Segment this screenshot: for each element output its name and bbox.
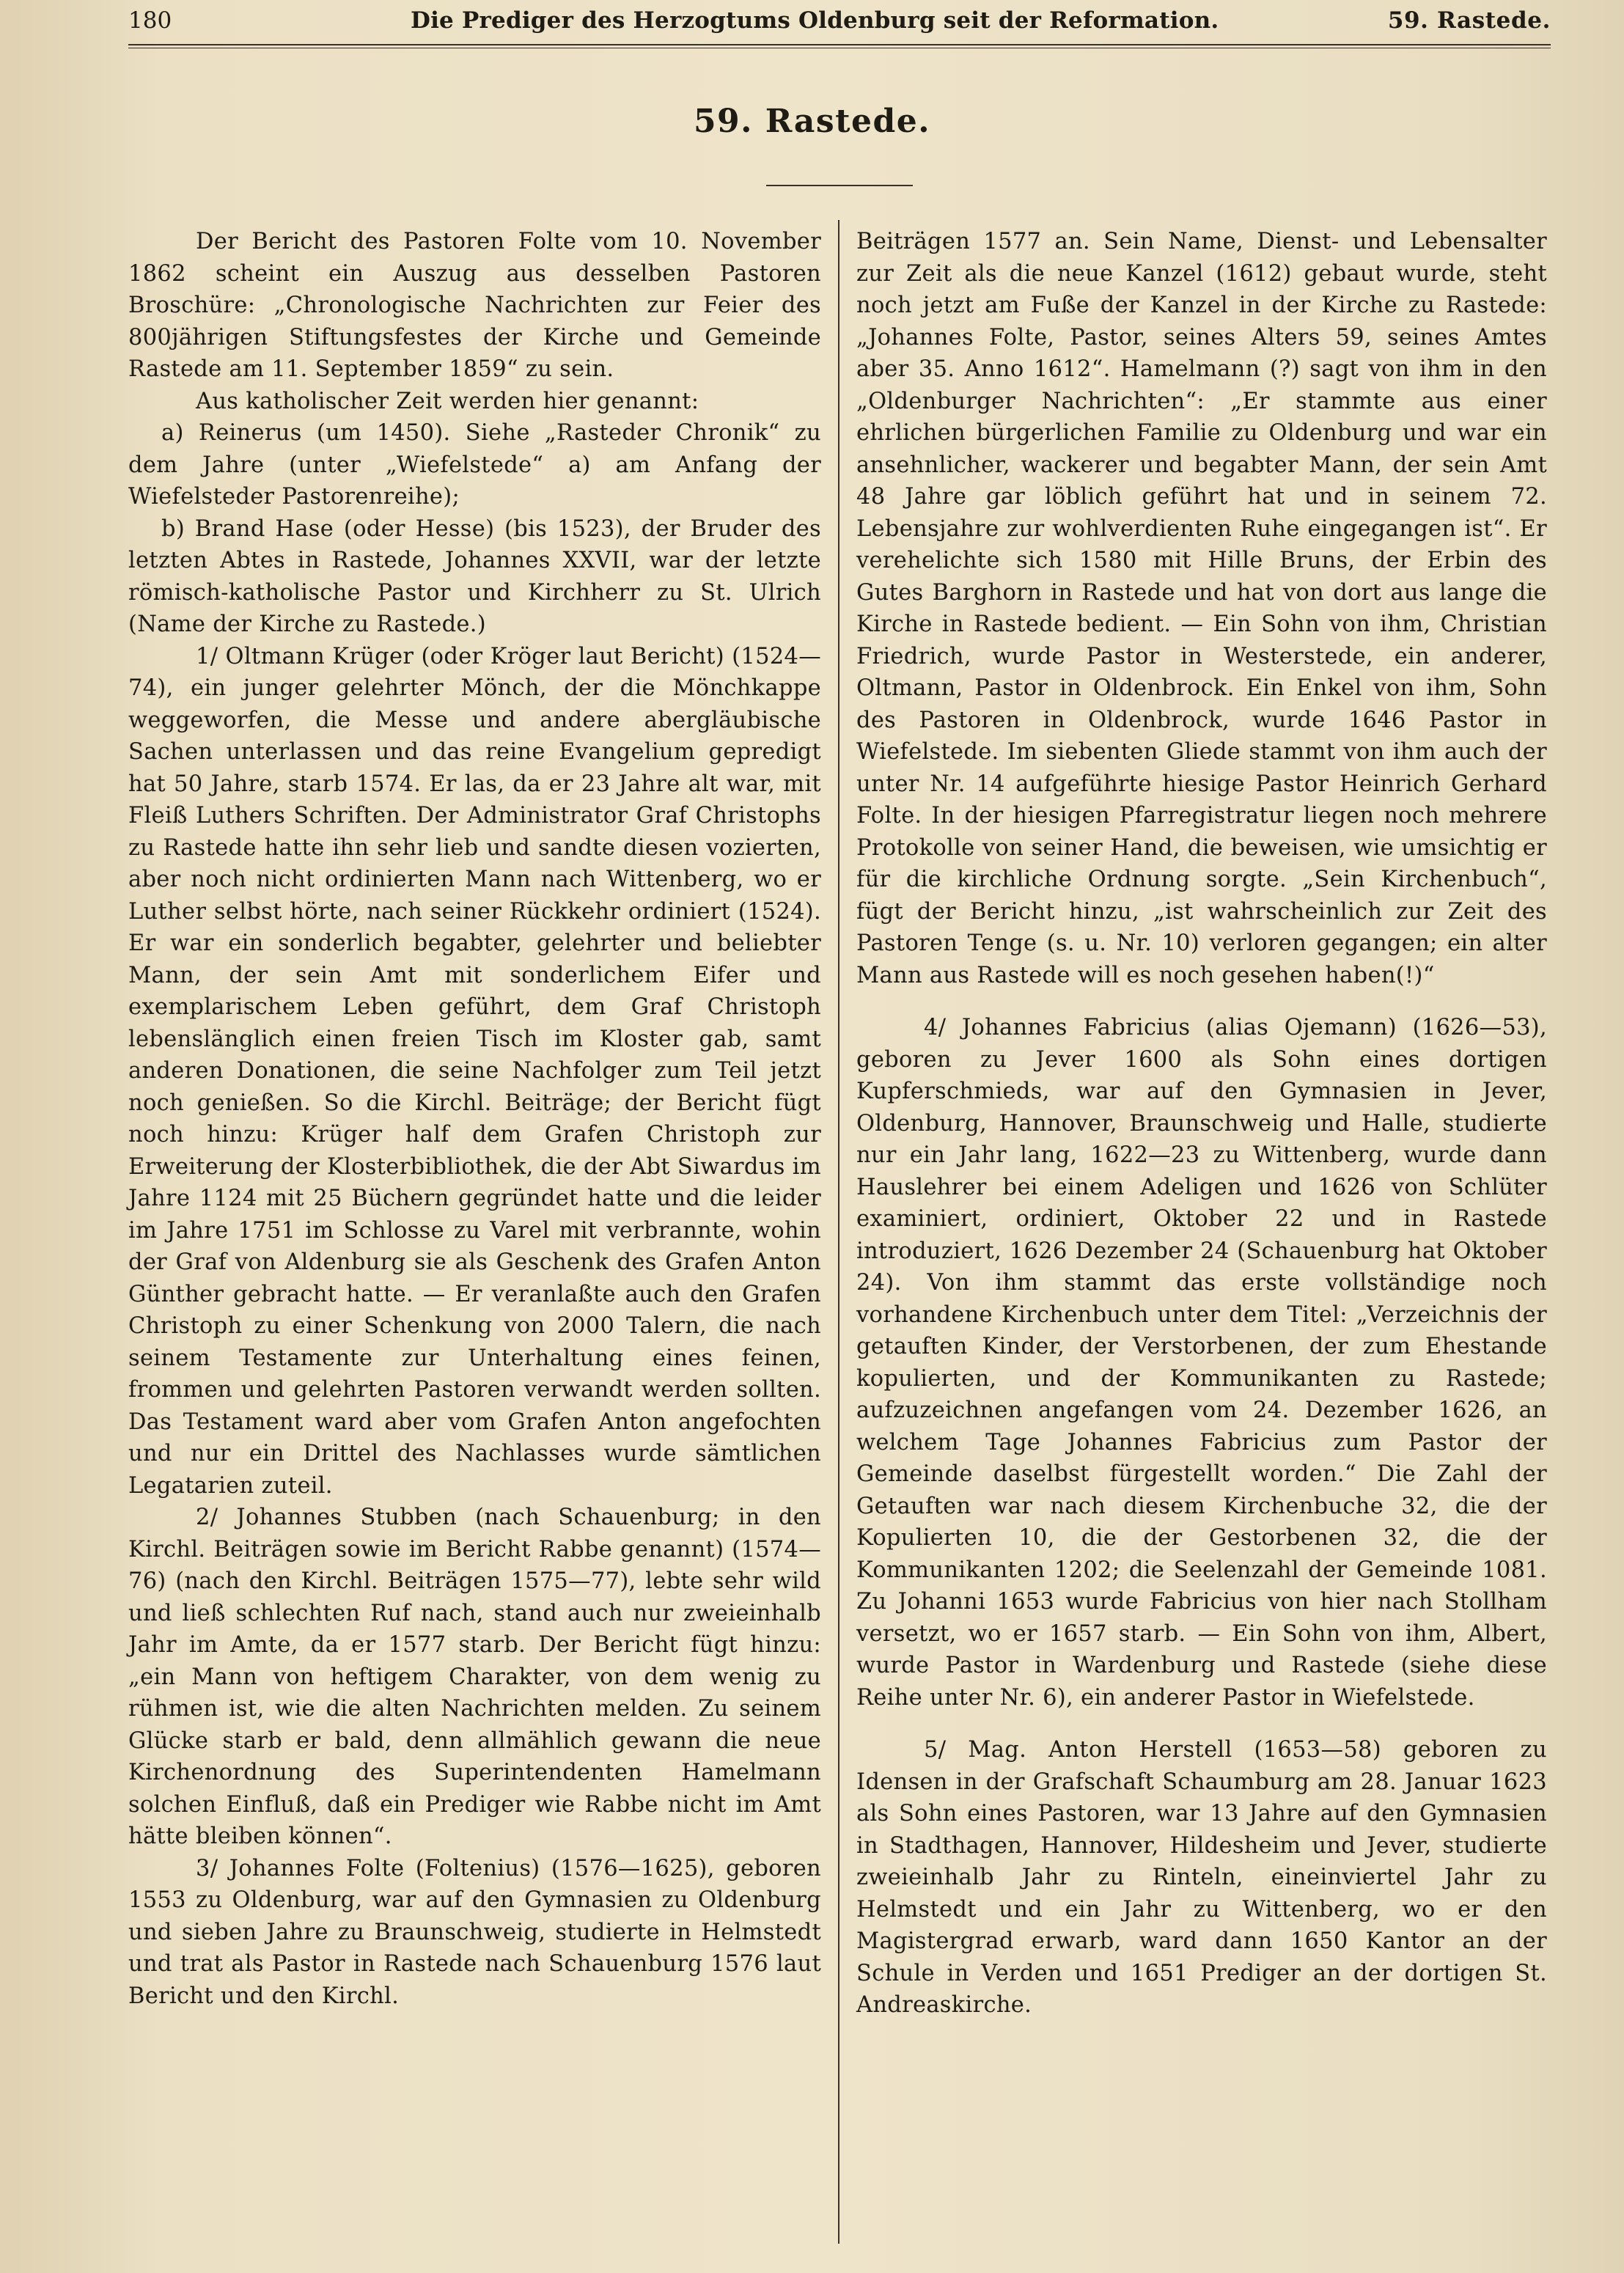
paragraph-catholic-period: Aus katholischer Zeit werden hier genannt: [196,388,699,414]
page-number: 180 [128,7,172,34]
running-title: Die Prediger des Herzogtums Oldenburg seit der Reformation. [411,7,1219,34]
paragraph-reinerus: a) Reinerus (um 1450). Siehe „Rasteder Chronik“ zu dem Jahre (unter „Wiefelstede“ a) am Anfang der Wiefelsteder Pastorenreihe); [128,420,821,510]
paragraph-entry-3: 3/ Johannes Folte (Foltenius) (1576—1625), geboren 1553 zu Oldenburg, war auf den Gymnasien zu Oldenburg und sieben Jahre zu Braunschweig, studierte in Helmstedt und trat als Pastor in Rastede nach Schauenburg 1576 laut Bericht und den Kirchl. [128,1855,821,2009]
paragraph-entry-5: 5/ Mag. Anton Herstell (1653—58) geboren zu Idensen in der Grafschaft Schaumburg am 28. Januar 1623 als Sohn eines Pastoren, war 13 Jahre auf den Gymnasien in Stadthagen, Hannover, Hildesheim und Jever, studierte zweieinhalb Jahr zu Rinteln, eineinviertel Jahr zu Helmstedt und ein Jahr zu Wittenberg, wo er den Magistergrad erwarb, ward dann 1650 Kantor an der Schule in Verden und 1651 Prediger an der dortigen St. Andreaskirche. [856,1737,1547,2018]
left-column [128,226,821,2012]
header-rule [128,44,1551,48]
paragraph-intro: Der Bericht des Pastoren Folte vom 10. November 1862 scheint ein Auszug aus desselben Pastoren Broschüre: „Chronologische Nachrichten zur Feier des 800jährigen Stiftungsfestes der Kirche und Gemeinde Rastede am 11. September 1859“ zu sein. [128,229,821,382]
paragraph-entry-1: 1/ Oltmann Krüger (oder Kröger laut Bericht) (1524—74), ein junger gelehrter Mönch, der die Mönchkappe weggeworfen, die Messe und andere abergläubische Sachen unterlassen und das reine Evangelium gepredigt hat 50 Jahre, starb 1574. Er las, da er 23 Jahre alt war, mit Fleiß Luthers Schriften. Der Administrator Graf Christophs zu Rastede hatte ihn sehr lieb und sandte diesen vozierten, aber noch nicht ordinierten Mann nach Wittenberg, wo er Luther selbst hörte, nach seiner Rückkehr ordiniert (1524). Er war ein sonderlich begabter, gelehrter und beliebter Mann, der sein Amt mit sonderlichem Eifer und exemplarischem Leben geführt, dem Graf Christoph lebenslänglich einen freien Tisch im Kloster gab, samt anderen Donationen, die seine Nachfolger zum Teil jetzt noch genießen. So die Kirchl. Beiträge; der Bericht fügt noch hinzu: Krüger half dem Grafen Christoph zur Erweiterung der Klosterbibliothek, die der Abt Siwardus im Jahre 1124 mit 25 Büchern gegründet hatte und die leider im Jahre 1751 im Schlosse zu Varel mit verbrannte, wohin der Graf von Aldenburg sie als Geschenk des Grafen Anton Günther gebracht hatte. — Er veranlaßte auch den Grafen Christoph zu einer Schenkung von 2000 Talern, die nach seinem Testamente zur Unterhaltung eines feinen, frommen und gelehrten Pastoren verwandt werden sollten. Das Testament ward aber vom Grafen Anton angefochten und nur ein Drittel des Nachlasses wurde sämtlichen Legatarien zuteil. [128,643,821,1499]
title-rule [766,185,913,186]
section-reference: 59. Rastede. [1387,7,1551,34]
paragraph-brand-hase: b) Brand Hase (oder Hesse) (bis 1523), der Bruder des letzten Abtes in Rastede, Johannes XXVII, war der letzte römisch-katholische Pastor und Kirchherr zu St. Ulrich (Name der Kirche zu Rastede.) [128,515,821,637]
paragraph-entry-3-continued: Beiträgen 1577 an. Sein Name, Dienst- und Lebensalter zur Zeit als die neue Kanzel (1612) gebaut wurde, steht noch jetzt am Fuße der Kanzel in der Kirche zu Rastede: „Johannes Folte, Pastor, seines Alters 59, seines Amtes aber 35. Anno 1612“. Hamelmann (?) sagt von ihm in den „Oldenburger Nachrichten“: „Er stammte aus einer ehrlichen bürgerlichen Familie zu Oldenburg und war ein ansehnlicher, wackerer und begabter Mann, der sein Amt 48 Jahre gar löblich geführt hat und in seinem 72. Lebensjahre zur wohlverdienten Ruhe eingegangen ist“. Er verehelichte sich 1580 mit Hille Bruns, der Erbin des Gutes Barghorn in Rastede und hat von dort aus lange die Kirche in Rastede bedient. — Ein Sohn von ihm, Christian Friedrich, wurde Pastor in Westerstede, ein anderer, Oltmann, Pastor in Oldenbrock. Ein Enkel von ihm, Sohn des Pastoren in Oldenbrock, wurde 1646 Pastor in Wiefelstede. Im siebenten Gliede stammt von ihm auch der unter Nr. 14 aufgeführte hiesige Pastor Heinrich Gerhard Folte. In der hiesigen Pfarregistratur liegen noch mehrere Protokolle von seiner Hand, die beweisen, wie umsichtig er für die kirchliche Ordnung sorgte. „Sein Kirchenbuch“, fügt der Bericht hinzu, „ist wahrscheinlich zur Zeit des Pastoren Tenge (s. u. Nr. 10) verloren gegangen; ein alter Mann aus Rastede will es noch gesehen haben(!)“ [856,229,1547,988]
paragraph-entry-4: 4/ Johannes Fabricius (alias Ojemann) (1626—53), geboren zu Jever 1600 als Sohn eines dortigen Kupferschmieds, war auf den Gymnasien in Jever, Oldenburg, Hannover, Braunschweig und Halle, studierte nur ein Jahr lang, 1622—23 zu Wittenberg, wurde dann Hauslehrer bei einem Adeligen und 1626 von Schlüter examiniert, ordiniert, Oktober 22 und in Rastede introduziert, 1626 Dezember 24 (Schauenburg hat Oktober 24). Von ihm stammt das erste vollständige noch vorhandene Kirchenbuch unter dem Titel: „Verzeichnis der getauften Kinder, der Verstorbenen, der zum Ehestande kopulierten, und der Kommunikanten zu Rastede; aufzuzeichnen angefangen vom 24. Dezember 1626, an welchem Tage Johannes Fabricius zum Pastor der Gemeinde daselbst fürgestellt worden.“ Die Zahl der Getauften war nach diesem Kirchenbuche 32, die der Kopulierten 10, die der Gestorbenen 32, die der Kommunikanten 1202; die Seelenzahl der Gemeinde 1081. Zu Johanni 1653 wurde Fabricius von hier nach Stollham versetzt, wo er 1657 starb. — Ein Sohn von ihm, Albert, wurde Pastor in Wardenburg und Rastede (siehe diese Reihe unter Nr. 6), ein anderer Pastor in Wiefelstede. [856,1015,1547,1711]
column-divider [838,220,839,2244]
running-header [128,6,1551,35]
right-column [856,226,1547,2022]
paragraph-entry-2: 2/ Johannes Stubben (nach Schauenburg; in den Kirchl. Beiträgen sowie im Bericht Rabbe genannt) (1574—76) (nach den Kirchl. Beiträgen 1575—77), lebte sehr wild und ließ schlechten Ruf nach, stand auch nur zweieinhalb Jahr im Amte, da er 1577 starb. Der Bericht fügt hinzu: „ein Mann von heftigem Charakter, von dem wenig zu rühmen ist, wie die alten Nachrichten melden. Zu seinem Glücke starb er bald, denn allmählich gewann die neue Kirchenordnung des Superintendenten Hamelmann solchen Einfluß, daß ein Prediger wie Rabbe nicht im Amt hätte bleiben können“. [128,1505,821,1849]
section-title: 59. Rastede. [693,103,931,140]
